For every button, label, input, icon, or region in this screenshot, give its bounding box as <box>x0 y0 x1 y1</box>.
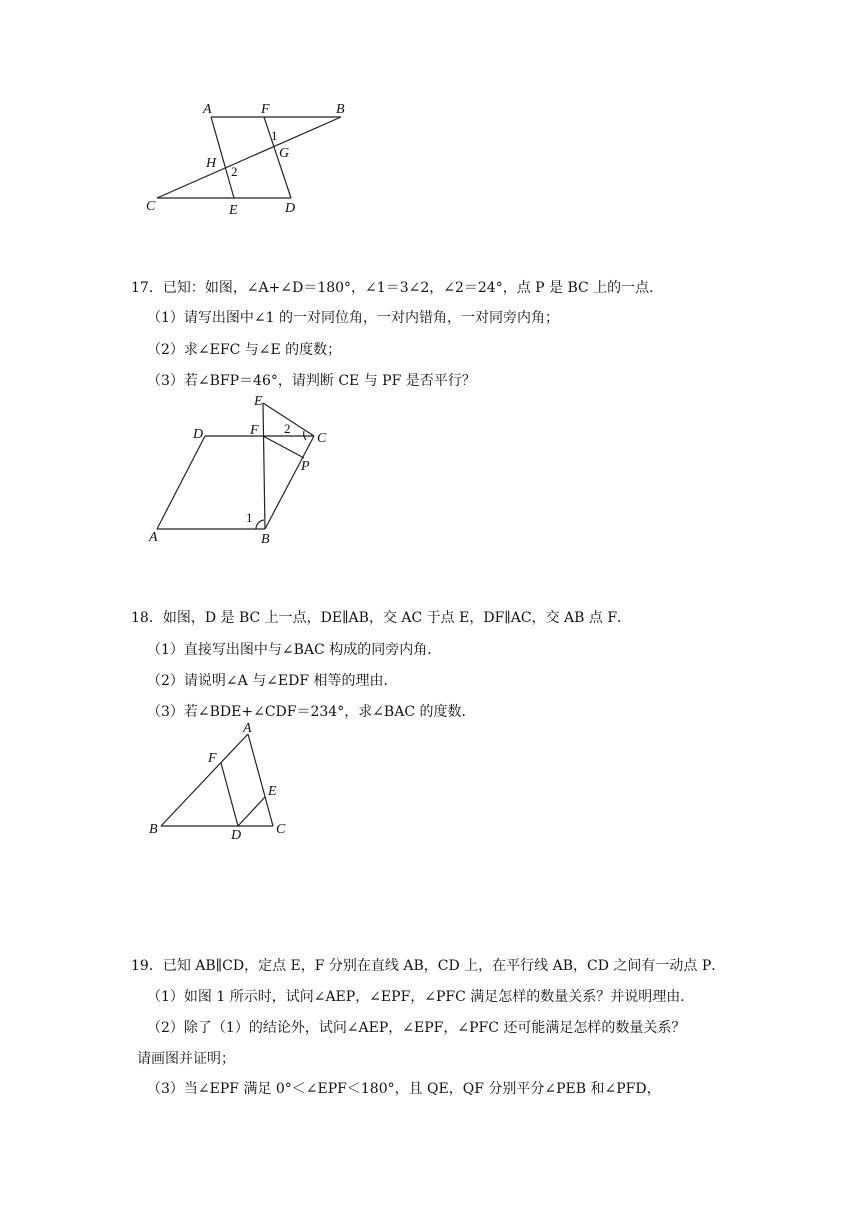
fig17-label-P: P <box>301 459 310 474</box>
fig17-label-2: 2 <box>284 421 291 436</box>
q19-stem: 19．已知 AB∥CD，定点 E，F 分别在直线 AB，CD 上，在平行线 AB，CD 之间有一动点 P． <box>131 958 726 974</box>
fig16-label-2: 2 <box>231 164 238 179</box>
fig18-label-F: F <box>208 751 217 766</box>
q18-part-3: （3）若∠BDE+∠CDF＝234°，求∠BAC 的度数． <box>147 704 476 720</box>
q17-part-1: （1）请写出图中∠1 的一对同位角，一对内错角，一对同旁内角； <box>147 310 559 326</box>
fig16-label-F: F <box>261 102 270 117</box>
q17-part-3: （3）若∠BFP＝46°，请判断 CE 与 PF 是否平行？ <box>147 373 476 389</box>
fig18-label-B: B <box>149 822 158 837</box>
fig16-label-H: H <box>206 156 217 171</box>
fig16-label-A: A <box>203 102 212 117</box>
q19-part-2: （2）除了（1）的结论外，试问∠AEP，∠EPF，∠PFC 还可能满足怎样的数量关系？ <box>147 1020 686 1036</box>
q18-part-2: （2）请说明∠A 与∠EDF 相等的理由． <box>147 673 398 689</box>
fig18-label-C: C <box>276 822 286 837</box>
q17-part-2: （2）求∠EFC 与∠E 的度数； <box>147 342 342 358</box>
fig17-label-D: D <box>193 427 204 442</box>
fig18-label-E: E <box>268 784 277 799</box>
fig18-label-A: A <box>243 721 252 736</box>
fig16-label-1: 1 <box>271 128 278 143</box>
q18-part-1: （1）直接写出图中与∠BAC 构成的同旁内角． <box>147 642 442 658</box>
fig16-label-B: B <box>336 102 345 117</box>
fig16-label-C: C <box>146 199 156 214</box>
q18-stem: 18．如图，D 是 BC 上一点，DE∥AB，交 AC 于点 E，DF∥AC，交 AB 点 F． <box>131 610 632 626</box>
q19-part-2-cont: 请画图并证明； <box>137 1051 235 1067</box>
q19-part-1: （1）如图 1 所示时，试问∠AEP，∠EPF，∠PFC 满足怎样的数量关系？并说明理由． <box>147 989 695 1005</box>
fig16-label-G: G <box>279 146 290 161</box>
fig16-label-E: E <box>229 203 238 218</box>
fig17-label-1: 1 <box>246 510 253 525</box>
fig16-label-D: D <box>285 201 296 216</box>
fig17-label-F: F <box>250 423 259 438</box>
fig17-label-C: C <box>317 431 327 446</box>
fig17-label-A: A <box>149 530 158 545</box>
q19-part-3: （3）当∠EPF 满足 0°＜∠EPF＜180°，且 QE，QF 分别平分∠PEB 和∠PFD， <box>147 1081 661 1097</box>
fig17-label-E: E <box>254 394 263 409</box>
fig18-label-D: D <box>231 828 242 843</box>
q17-stem: 17．已知：如图，∠A+∠D＝180°，∠1＝3∠2，∠2＝24°，点 P 是 BC 上的一点． <box>131 280 664 296</box>
fig17-label-B: B <box>261 532 270 547</box>
